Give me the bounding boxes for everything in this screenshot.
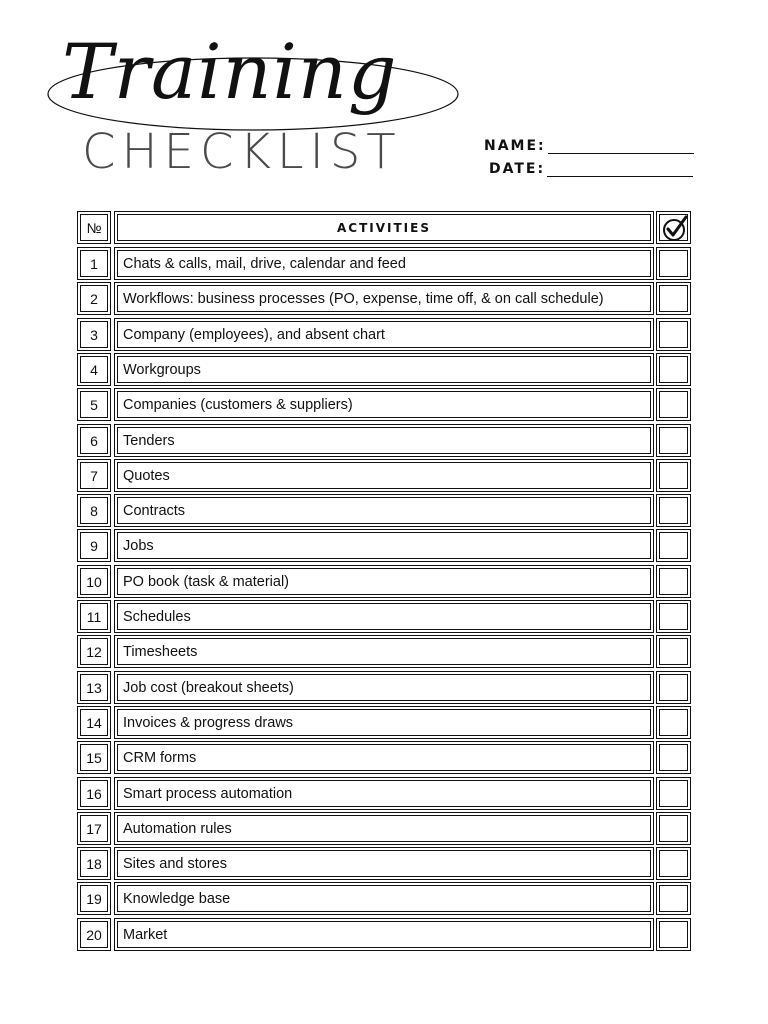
checkbox-cell[interactable] bbox=[656, 494, 691, 527]
activity-cell bbox=[114, 424, 654, 457]
checkbox-cell[interactable] bbox=[656, 247, 691, 280]
checkbox-cell[interactable] bbox=[656, 671, 691, 704]
activity-cell bbox=[114, 353, 654, 386]
activity-cell bbox=[114, 282, 654, 315]
activity-text: Contracts bbox=[123, 502, 186, 519]
row-number-cell bbox=[77, 600, 111, 633]
row-number: 6 bbox=[90, 432, 98, 449]
checkbox-cell[interactable] bbox=[656, 353, 691, 386]
checkbox-cell[interactable] bbox=[656, 706, 691, 739]
activity-text: Workgroups bbox=[123, 361, 201, 378]
activity-cell bbox=[114, 918, 654, 951]
activity-text: Sites and stores bbox=[123, 855, 227, 872]
row-number-cell bbox=[77, 812, 111, 845]
activity-text: Job cost (breakout sheets) bbox=[123, 679, 294, 696]
row-number: 7 bbox=[90, 467, 98, 484]
checkbox-cell[interactable] bbox=[656, 918, 691, 951]
name-label: NAME: bbox=[484, 138, 546, 154]
activity-text: Schedules bbox=[123, 608, 191, 625]
activity-text: Companies (customers & suppliers) bbox=[123, 396, 353, 413]
check-header-cell bbox=[656, 211, 691, 244]
row-number-cell bbox=[77, 494, 111, 527]
title-script: Training bbox=[62, 27, 398, 116]
checkbox-cell[interactable] bbox=[656, 882, 691, 915]
row-number: 17 bbox=[86, 820, 102, 837]
activity-cell bbox=[114, 706, 654, 739]
row-number: 18 bbox=[86, 855, 102, 872]
row-number-cell bbox=[77, 388, 111, 421]
row-number: 10 bbox=[86, 573, 102, 590]
num-header-cell bbox=[77, 211, 111, 244]
activity-cell bbox=[114, 318, 654, 351]
row-number: 1 bbox=[90, 255, 98, 272]
row-number-cell bbox=[77, 741, 111, 774]
row-number: 2 bbox=[90, 290, 98, 307]
activity-cell bbox=[114, 600, 654, 633]
activity-text: Tenders bbox=[123, 432, 175, 449]
activity-text: Market bbox=[123, 926, 168, 943]
checkbox-cell[interactable] bbox=[656, 600, 691, 633]
activity-cell bbox=[114, 635, 654, 668]
activity-cell bbox=[114, 494, 654, 527]
row-number: 8 bbox=[90, 502, 98, 519]
activity-text: Workflows: business processes (PO, expense, time off, & on call schedule) bbox=[123, 290, 604, 307]
activity-cell bbox=[114, 882, 654, 915]
row-number: 3 bbox=[90, 326, 98, 343]
activity-text: Company (employees), and absent chart bbox=[123, 326, 385, 343]
checkbox-cell[interactable] bbox=[656, 388, 691, 421]
activity-cell bbox=[114, 565, 654, 598]
title-checklist: CHECKLIST bbox=[82, 124, 402, 180]
row-number-cell bbox=[77, 424, 111, 457]
row-number: 12 bbox=[86, 643, 102, 660]
activity-cell bbox=[114, 388, 654, 421]
activity-cell bbox=[114, 812, 654, 845]
date-line[interactable] bbox=[547, 162, 693, 177]
activity-text: Invoices & progress draws bbox=[123, 714, 294, 731]
activity-text: PO book (task & material) bbox=[123, 573, 289, 590]
activity-cell bbox=[114, 741, 654, 774]
activity-text: Knowledge base bbox=[123, 890, 231, 907]
row-number-cell bbox=[77, 918, 111, 951]
row-number-cell bbox=[77, 282, 111, 315]
name-line[interactable] bbox=[548, 139, 694, 154]
activity-text: Smart process automation bbox=[123, 785, 293, 802]
row-number-cell bbox=[77, 671, 111, 704]
activity-cell bbox=[114, 459, 654, 492]
row-number-cell bbox=[77, 318, 111, 351]
activity-text: Jobs bbox=[123, 537, 154, 554]
activity-text: Timesheets bbox=[123, 643, 198, 660]
checkbox-cell[interactable] bbox=[656, 529, 691, 562]
activity-text: Chats & calls, mail, drive, calendar and feed bbox=[123, 255, 406, 272]
row-number-cell bbox=[77, 882, 111, 915]
activity-cell bbox=[114, 671, 654, 704]
row-number-cell bbox=[77, 529, 111, 562]
row-number: 13 bbox=[86, 679, 102, 696]
row-number: 5 bbox=[90, 396, 98, 413]
row-number: 4 bbox=[90, 361, 98, 378]
checkmark-circle-icon bbox=[661, 214, 689, 242]
row-number-cell bbox=[77, 706, 111, 739]
activity-text: Automation rules bbox=[123, 820, 232, 837]
activity-cell bbox=[114, 847, 654, 880]
activity-cell bbox=[114, 777, 654, 810]
row-number: 20 bbox=[86, 926, 102, 943]
row-number-cell bbox=[77, 847, 111, 880]
row-number: 16 bbox=[86, 785, 102, 802]
name-field[interactable] bbox=[484, 138, 694, 154]
activity-cell bbox=[114, 529, 654, 562]
row-number-cell bbox=[77, 247, 111, 280]
checkbox-cell[interactable] bbox=[656, 635, 691, 668]
row-number: 15 bbox=[86, 749, 102, 766]
activity-cell bbox=[114, 247, 654, 280]
date-field[interactable] bbox=[489, 161, 693, 177]
row-number: 11 bbox=[86, 608, 102, 625]
checkbox-cell[interactable] bbox=[656, 777, 691, 810]
checkbox-cell[interactable] bbox=[656, 565, 691, 598]
row-number: 19 bbox=[86, 890, 102, 907]
checkbox-cell[interactable] bbox=[656, 459, 691, 492]
row-number: 14 bbox=[86, 714, 102, 731]
checkbox-cell[interactable] bbox=[656, 847, 691, 880]
row-number-cell bbox=[77, 459, 111, 492]
checkbox-cell[interactable] bbox=[656, 424, 691, 457]
checkbox-cell[interactable] bbox=[656, 282, 691, 315]
activities-header: ACTIVITIES bbox=[337, 220, 431, 235]
activity-text: Quotes bbox=[123, 467, 170, 484]
num-header: № bbox=[86, 219, 102, 236]
row-number-cell bbox=[77, 777, 111, 810]
checkbox-cell[interactable] bbox=[656, 318, 691, 351]
activity-text: CRM forms bbox=[123, 749, 197, 766]
activities-header-cell bbox=[114, 211, 654, 244]
date-label: DATE: bbox=[489, 161, 546, 177]
row-number: 9 bbox=[90, 537, 98, 554]
row-number-cell bbox=[77, 565, 111, 598]
row-number-cell bbox=[77, 635, 111, 668]
checkbox-cell[interactable] bbox=[656, 812, 691, 845]
checkbox-cell[interactable] bbox=[656, 741, 691, 774]
row-number-cell bbox=[77, 353, 111, 386]
